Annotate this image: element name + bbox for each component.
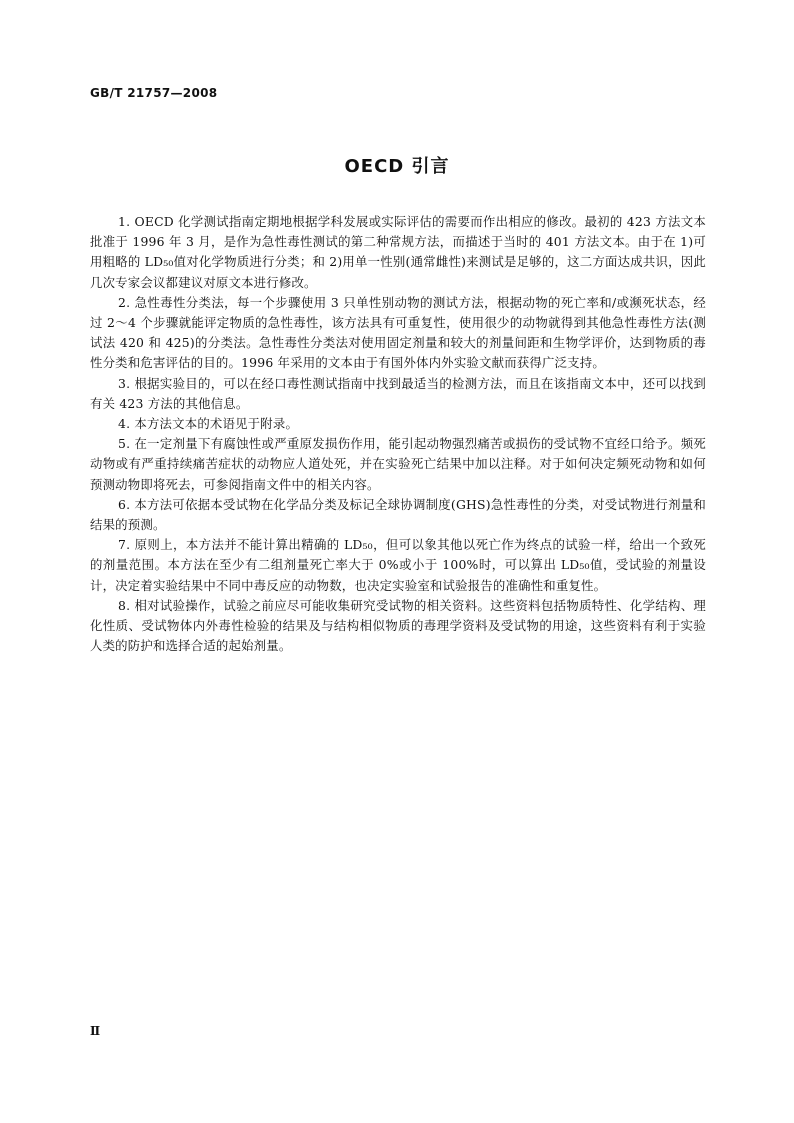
document-number: GB/T 21757—2008 bbox=[90, 86, 218, 100]
paragraph-7: 7. 原则上，本方法并不能计算出精确的 LD₅₀，但可以象其他以死亡作为终点的试验一样，给出一个致死的剂量范围。本方法在至少有二组剂量死亡率大于 0%或小于 100%时，可以算出 LD₅₀值，受试验的剂量设计，决定着实验结果中不同中毒反应的动物数，也决定实验室和试验报告的准确性和重复性。 bbox=[90, 537, 706, 593]
paragraph-3: 3. 根据实验目的，可以在经口毒性测试指南中找到最适当的检测方法，而且在该指南文本中，还可以找到有关 423 方法的其他信息。 bbox=[90, 375, 706, 411]
paragraph-1: 1. OECD 化学测试指南定期地根据学科发展或实际评估的需要而作出相应的修改。最初的 423 方法文本批准于 1996 年 3 月，是作为急性毒性测试的第二种常规方法，而描述于当时的 401 方法文本。由于在 1)可用粗略的 LD₅₀值对化学物质进行分类；和 2)用单一性别(通常雌性)来测试是足够的，这二方面达成共识，因此几次专家会议都建议对原文本进行修改。 bbox=[90, 214, 706, 290]
paragraph-6: 6. 本方法可依据本受试物在化学品分类及标记全球协调制度(GHS)急性毒性的分类，对受试物进行剂量和结果的预测。 bbox=[90, 496, 706, 533]
page-title: OECD 引言 bbox=[344, 156, 450, 177]
paragraph-8: 8. 相对试验操作，试验之前应尽可能收集研究受试物的相关资料。这些资料包括物质特性、化学结构、理化性质、受试物体内外毒性检验的结果及与结构相似物质的毒理学资料及受试物的用途，这些资料有利于实验人类的防护和选择合适的起始剂量。 bbox=[90, 597, 706, 654]
body-text bbox=[90, 212, 706, 656]
paragraph-4: 4. 本方法文本的术语见于附录。 bbox=[118, 416, 299, 432]
page-number: Ⅱ bbox=[90, 1024, 101, 1038]
paragraph-5: 5. 在一定剂量下有腐蚀性或严重原发损伤作用，能引起动物强烈痛苦或损伤的受试物不宜经口给予。频死动物或有严重持续痛苦症状的动物应人道处死，并在实验死亡结果中加以注释。对于如何决定频死动物和如何预测动物即将死去，可参阅指南文件中的相关内容。 bbox=[90, 436, 706, 492]
paragraph-2: 2. 急性毒性分类法，每一个步骤使用 3 只单性别动物的测试方法，根据动物的死亡率和/或濒死状态，经过 2～4 个步骤就能评定物质的急性毒性，该方法具有可重复性，使用很少的动物就得到其他急性毒性方法(测试法 420 和 425)的分类法。急性毒性分类法对使用固定剂量和较大的剂量间距和生物学评价，达到物质的毒性分类和危害评估的目的。1996 年采用的文本由于有国外体内外实验文献而获得广泛支持。 bbox=[90, 294, 706, 371]
